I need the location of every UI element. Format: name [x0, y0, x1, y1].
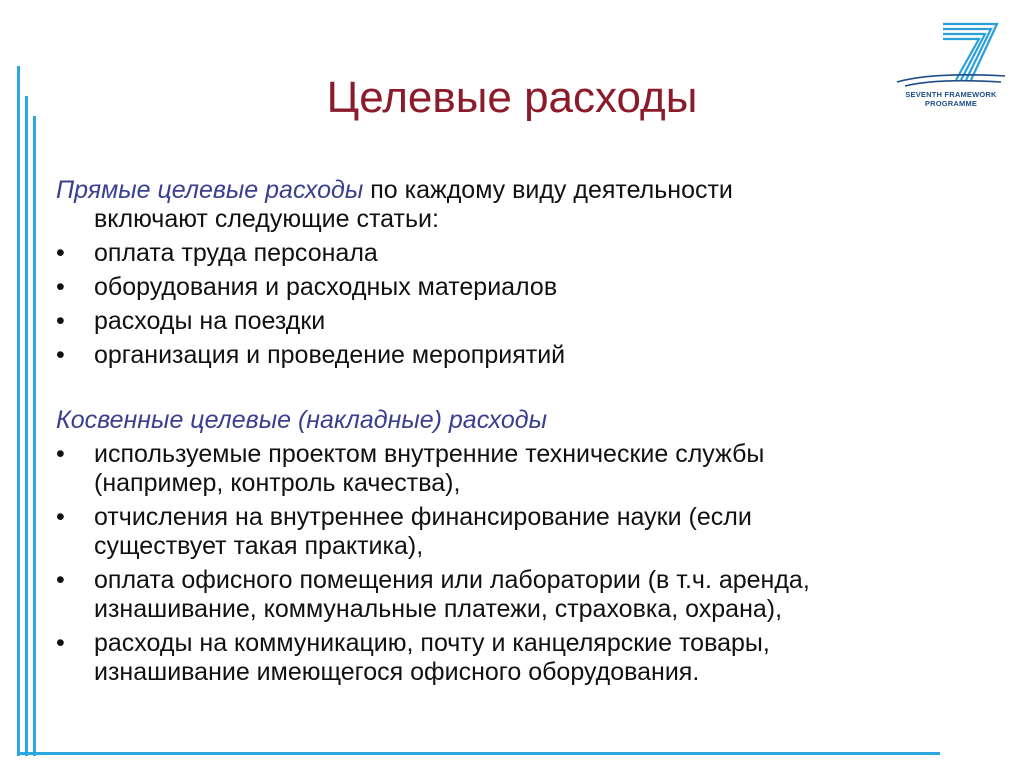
frame-line-bottom: [17, 752, 940, 755]
list-item-line-2: (например, контроль качества),: [94, 469, 461, 497]
page-title: Целевые расходы: [326, 73, 698, 122]
list-item-line-1: оплата офисного помещения или лаборатории (в т.ч. аренда,: [94, 566, 810, 594]
bullet-icon: •: [56, 307, 65, 335]
direct-costs-heading-cont: включают следующие статьи:: [94, 205, 439, 233]
list-item: [56, 273, 936, 302]
bullet-icon: •: [56, 503, 65, 531]
direct-costs-heading: [56, 176, 936, 205]
list-item-text: организация и проведение мероприятий: [94, 341, 566, 369]
indirect-costs-heading: Косвенные целевые (накладные) расходы: [56, 406, 548, 434]
list-item: [56, 341, 936, 370]
frame-line-left-1: [17, 66, 20, 756]
bullet-icon: •: [56, 239, 65, 267]
frame-line-left-3: [33, 116, 36, 756]
list-item-text: оплата труда персонала: [94, 239, 378, 267]
bullet-icon: •: [56, 440, 65, 468]
list-item-line-1: отчисления на внутреннее финансирование науки (если: [94, 503, 752, 531]
list-item-text: оборудования и расходных материалов: [94, 273, 558, 301]
direct-costs-heading-italic: Прямые целевые расходы: [56, 176, 364, 204]
list-item: [56, 440, 936, 498]
list-item: [56, 307, 936, 336]
list-item: [56, 629, 936, 687]
logo-line-2: PROGRAMME: [924, 99, 978, 108]
bullet-icon: •: [56, 273, 65, 301]
bullet-icon: •: [56, 629, 65, 657]
bullet-icon: •: [56, 341, 65, 369]
bullet-icon: •: [56, 566, 65, 594]
list-item-line-1: расходы на коммуникацию, почту и канцелярские товары,: [94, 629, 770, 657]
list-item: [56, 239, 936, 268]
list-item: [56, 503, 936, 561]
direct-costs-heading-rest: по каждому виду деятельности: [363, 176, 733, 204]
frame-line-left-2: [25, 96, 28, 756]
list-item-line-1: используемые проектом внутренние технические службы: [94, 440, 765, 468]
list-item-line-2: изнашивание, коммунальные платежи, страховка, охрана),: [94, 595, 783, 623]
slide-content: [56, 176, 936, 687]
list-item-line-2: изнашивание имеющегося офисного оборудования.: [94, 658, 700, 686]
list-item-text: расходы на поездки: [94, 307, 326, 335]
direct-costs-list: [56, 239, 936, 370]
list-item: [56, 566, 936, 624]
indirect-costs-list: [56, 440, 936, 687]
list-item-line-2: существует такая практика),: [94, 532, 424, 560]
logo-line-1: SEVENTH FRAMEWORK: [905, 90, 997, 99]
